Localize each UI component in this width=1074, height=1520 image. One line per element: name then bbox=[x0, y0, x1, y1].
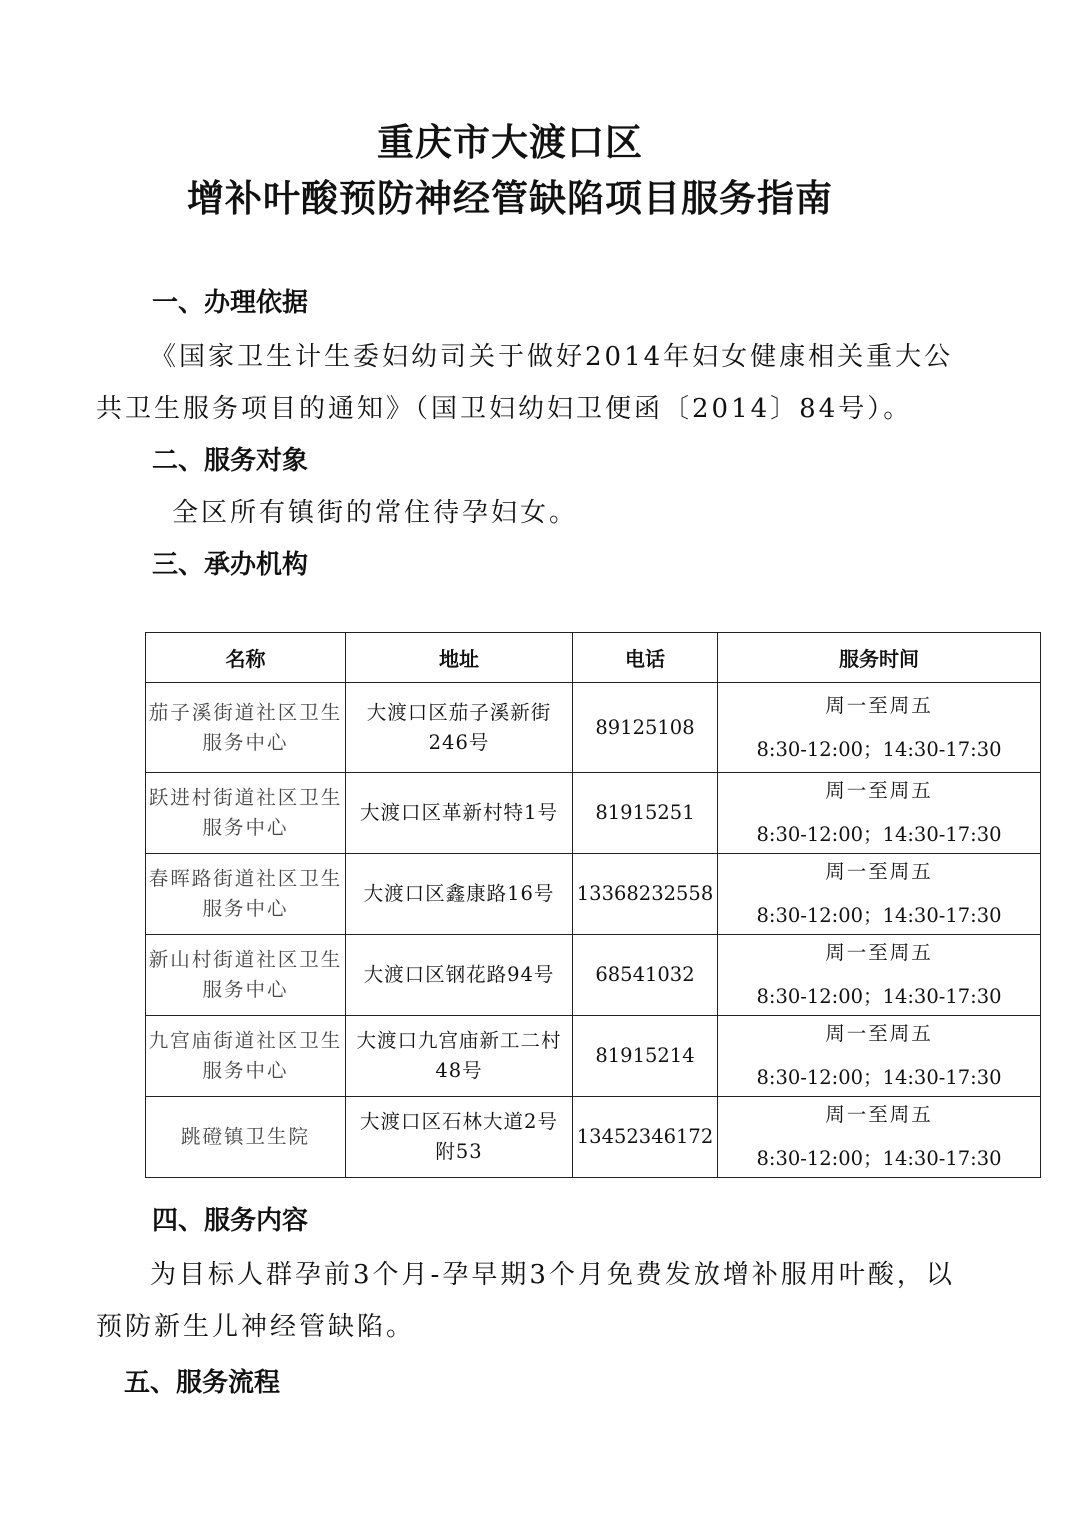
table-row bbox=[146, 683, 1041, 773]
table-row bbox=[146, 1097, 1041, 1178]
institution-phone: 13368232558 bbox=[573, 854, 718, 935]
institution-name: 跃进村街道社区卫生 服务中心 bbox=[146, 773, 346, 854]
section-1-text-line1: 《国家卫生计生委妇幼司关于做好2014年妇女健康相关重大公 bbox=[150, 342, 954, 372]
table-row bbox=[146, 1016, 1041, 1097]
page-title-line1: 重庆市大渡口区 bbox=[377, 120, 643, 164]
institution-name: 茄子溪街道社区卫生 服务中心 bbox=[146, 683, 346, 773]
header-name: 名称 bbox=[146, 633, 346, 683]
institution-table bbox=[145, 632, 1041, 1178]
institution-phone: 13452346172 bbox=[573, 1097, 718, 1178]
institution-phone: 81915251 bbox=[573, 773, 718, 854]
header-service-time: 服务时间 bbox=[718, 633, 1041, 683]
section-4-text-line1: 为目标人群孕前3个月-孕早期3个月免费发放增补服用叶酸，以 bbox=[150, 1260, 955, 1290]
service-time: 周一至周五 8:30-12:00；14:30-17:30 bbox=[718, 1016, 1041, 1097]
service-time: 周一至周五 8:30-12:00；14:30-17:30 bbox=[718, 1097, 1041, 1178]
table-row bbox=[146, 854, 1041, 935]
institution-phone: 68541032 bbox=[573, 935, 718, 1016]
institution-address: 大渡口区钢花路94号 bbox=[346, 935, 573, 1016]
institution-address: 大渡口九宫庙新工二村 48号 bbox=[346, 1016, 573, 1097]
institution-name: 跳磴镇卫生院 bbox=[146, 1097, 346, 1178]
service-time: 周一至周五 8:30-12:00；14:30-17:30 bbox=[718, 854, 1041, 935]
section-4-heading: 四、服务内容 bbox=[152, 1206, 309, 1236]
institution-address: 大渡口区革新村特1号 bbox=[346, 773, 573, 854]
institution-name: 春晖路街道社区卫生 服务中心 bbox=[146, 854, 346, 935]
table-header-row bbox=[146, 633, 1041, 683]
section-1-heading: 一、办理依据 bbox=[152, 288, 309, 318]
institution-name: 九宫庙街道社区卫生 服务中心 bbox=[146, 1016, 346, 1097]
institution-address: 大渡口区茄子溪新街 246号 bbox=[346, 683, 573, 773]
section-2-text: 全区所有镇街的常住待孕妇女。 bbox=[172, 498, 579, 528]
institution-address: 大渡口区鑫康路16号 bbox=[346, 854, 573, 935]
institution-address: 大渡口区石林大道2号 附53 bbox=[346, 1097, 573, 1178]
section-4-text-line2: 预防新生儿神经管缺陷。 bbox=[96, 1312, 416, 1342]
page-title-line2: 增补叶酸预防神经管缺陷项目服务指南 bbox=[187, 176, 833, 220]
header-phone: 电话 bbox=[573, 633, 718, 683]
header-address: 地址 bbox=[346, 633, 573, 683]
service-time: 周一至周五 8:30-12:00；14:30-17:30 bbox=[718, 935, 1041, 1016]
section-5-heading: 五、服务流程 bbox=[124, 1368, 281, 1398]
institution-phone: 89125108 bbox=[573, 683, 718, 773]
section-2-heading: 二、服务对象 bbox=[152, 446, 309, 476]
table-row bbox=[146, 773, 1041, 854]
institution-name: 新山村街道社区卫生 服务中心 bbox=[146, 935, 346, 1016]
service-time: 周一至周五 8:30-12:00；14:30-17:30 bbox=[718, 773, 1041, 854]
section-1-text-line2: 共卫生服务项目的通知》（国卫妇幼妇卫便函〔2014〕84号）。 bbox=[96, 394, 913, 424]
institution-phone: 81915214 bbox=[573, 1016, 718, 1097]
table-row bbox=[146, 935, 1041, 1016]
service-time: 周一至周五 8:30-12:00；14:30-17:30 bbox=[718, 683, 1041, 773]
section-3-heading: 三、承办机构 bbox=[152, 550, 309, 580]
